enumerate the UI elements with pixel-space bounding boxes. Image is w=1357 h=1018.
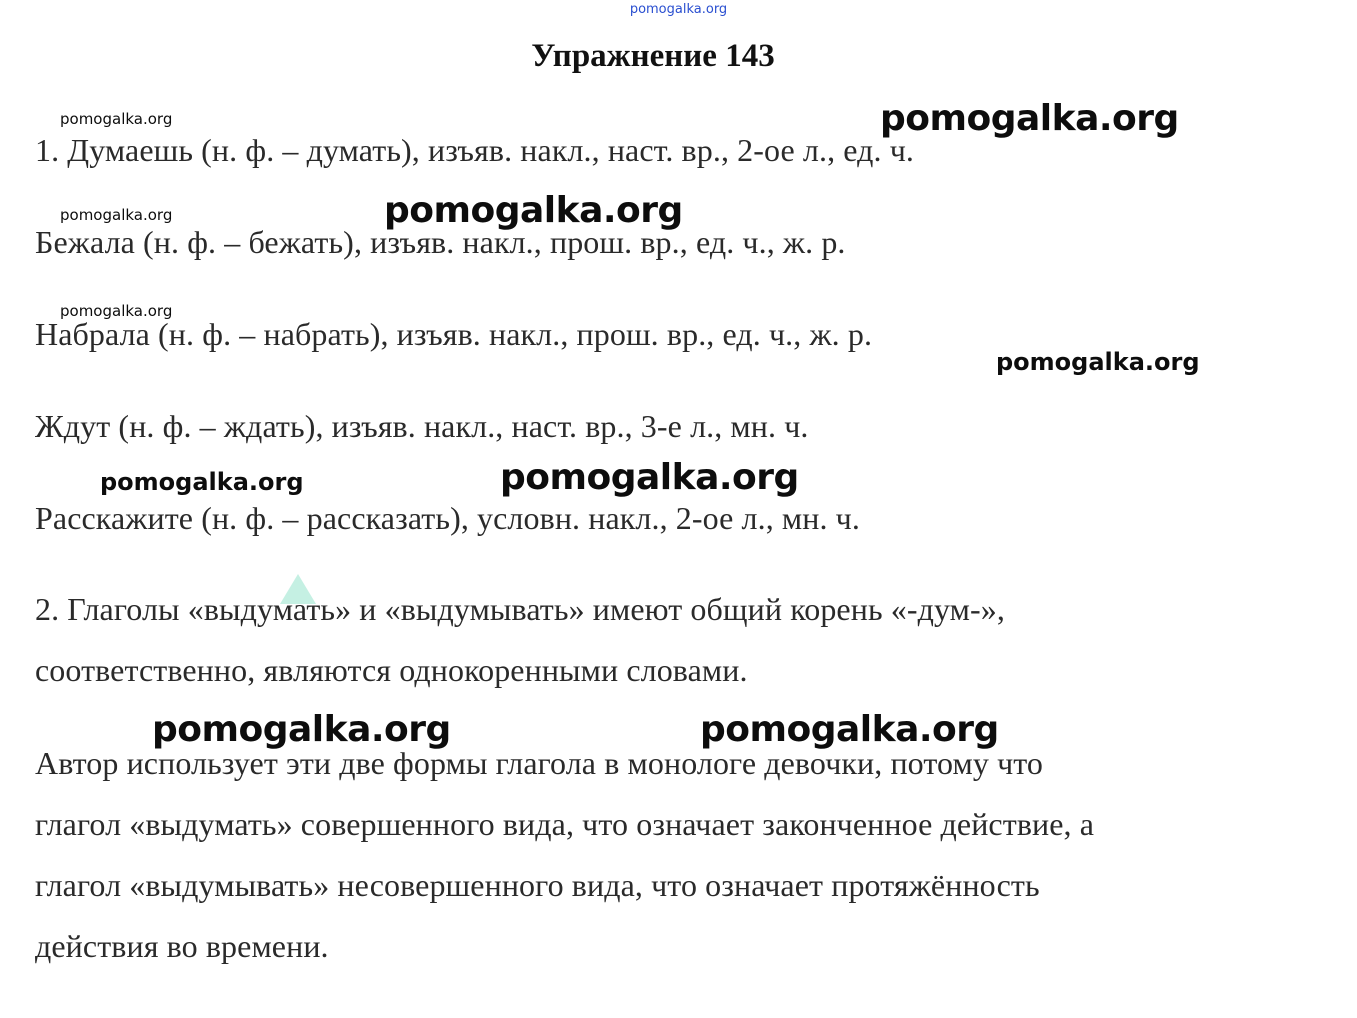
watermark-large: pomogalka.org xyxy=(880,98,1179,139)
verb-line-3: Набрала (н. ф. – набрать), изъяв. накл., прош. вр., ед. ч., ж. р. xyxy=(35,316,873,352)
part3-line-1: Автор использует эти две формы глагола в монологе девочки, потому что xyxy=(35,745,1044,781)
watermark-large: pomogalka.org xyxy=(700,709,999,750)
verb-line-5: Расскажите (н. ф. – рассказать), условн. накл., 2-ое л., мн. ч. xyxy=(35,500,860,536)
part2-line-1: 2. Глаголы «выдумать» и «выдумывать» имеют общий корень «-дум-», xyxy=(35,591,1005,627)
verb-line-4: Ждут (н. ф. – ждать), изъяв. накл., наст. вр., 3-е л., мн. ч. xyxy=(35,408,809,444)
part3-line-3: глагол «выдумывать» несовершенного вида, что означает протяжённость xyxy=(35,867,1040,903)
verb-line-1: 1. Думаешь (н. ф. – думать), изъяв. накл., наст. вр., 2-ое л., ед. ч. xyxy=(35,132,915,168)
watermark-large: pomogalka.org xyxy=(152,709,451,750)
verb-line-2: Бежала (н. ф. – бежать), изъяв. накл., прош. вр., ед. ч., ж. р. xyxy=(35,224,846,260)
watermark-large: pomogalka.org xyxy=(384,190,683,231)
watermark-medium: pomogalka.org xyxy=(100,468,304,496)
part2-line-2: соответственно, являются однокоренными словами. xyxy=(35,652,748,688)
page-title: Упражнение 143 xyxy=(531,38,775,74)
watermark-large: pomogalka.org xyxy=(500,457,799,498)
watermark-small: pomogalka.org xyxy=(60,206,173,224)
triangle-mark-icon xyxy=(280,574,316,604)
watermark-small: pomogalka.org xyxy=(60,110,173,128)
watermark-medium: pomogalka.org xyxy=(996,348,1200,376)
watermark-small: pomogalka.org xyxy=(60,302,173,320)
part3-line-4: действия во времени. xyxy=(35,928,329,964)
top-watermark: pomogalka.org xyxy=(629,2,728,17)
part3-line-2: глагол «выдумать» совершенного вида, что означает законченное действие, а xyxy=(35,806,1095,842)
